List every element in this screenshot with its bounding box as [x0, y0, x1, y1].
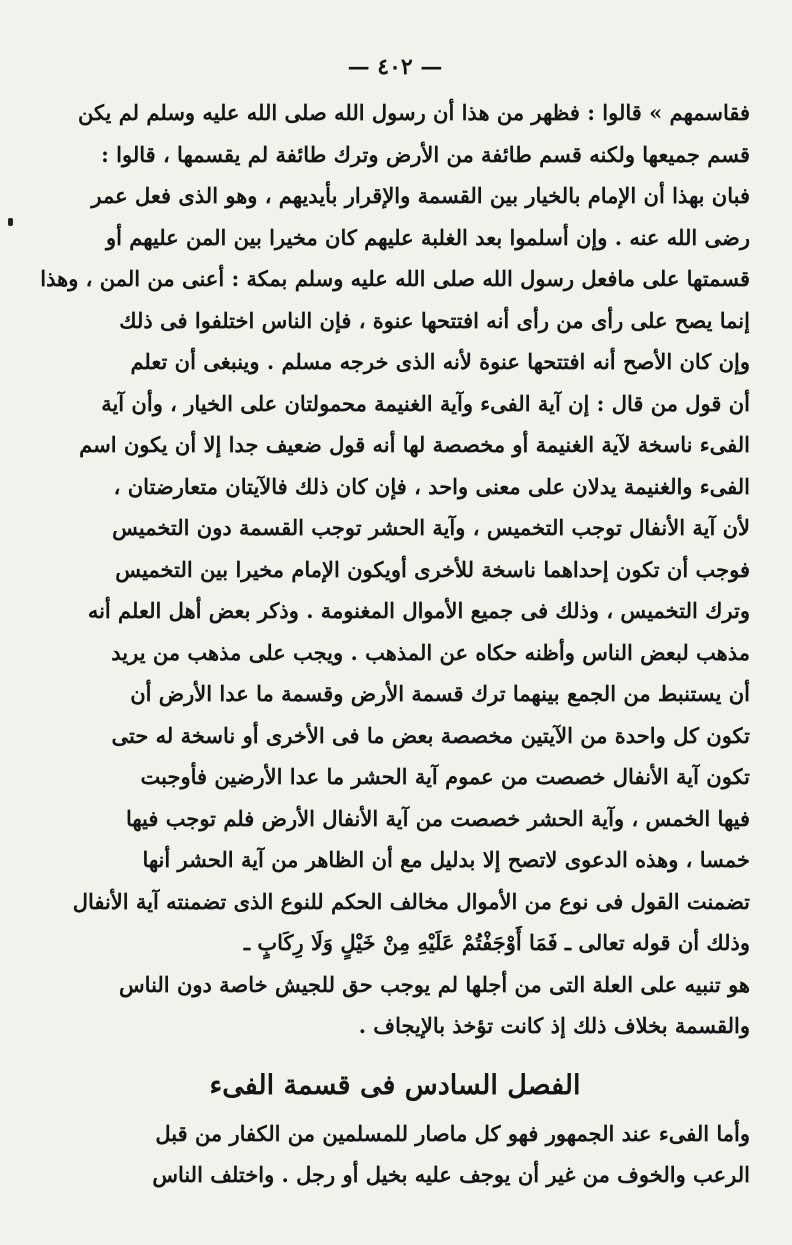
text-line: قسمتها على مافعل رسول الله صلى الله عليه وسلم بمكة : أعنى من المن ، وهذا	[40, 266, 750, 291]
margin-ink-mark	[8, 218, 13, 226]
section-text	[40, 1113, 750, 1196]
text-line: قسم جميعها ولكنه قسم طائفة من الأرض وترك طائفة لم يقسمها ، قالوا :	[101, 141, 750, 167]
text-line: مذهب لبعض الناس وأظنه حكاه عن المذهب . ويجب على مذهب من يريد	[111, 639, 750, 665]
text-line: أن يستنبط من الجمع بينهما ترك قسمة الأرض وقسمة ما عدا الأرض أن	[130, 681, 750, 706]
body-text	[40, 92, 750, 1047]
text-line: تكون كل واحدة من الآيتين مخصصة بعض ما فى الأخرى أو ناسخة له حتى	[111, 722, 750, 748]
text-line: أن قول من قال : إن آية الفىء وآية الغنيمة محمولتان على الخيار ، وأن آية	[101, 390, 750, 416]
text-line: تكون آية الأنفال خصصت من عموم آية الحشر ما عدا الأرضين فأوجبت	[140, 764, 750, 789]
section-heading: الفصل السادس فى قسمة الفىء	[209, 1069, 581, 1101]
text-line: الفىء والغنيمة يدلان على معنى واحد ، فإن كان ذلك فالآيتان متعارضتان ،	[113, 473, 750, 499]
text-line: تضمنت القول فى نوع من الأموال مخالف الحكم للنوع الذى تضمنته آية الأنفال	[72, 888, 750, 914]
text-line: وأما الفىء عند الجمهور فهو كل ماصار للمسلمين من الكفار من قبل	[155, 1120, 750, 1146]
text-line: إنما يصح على رأى من رأى أنه افتتحها عنوة ، فإن الناس اختلفوا فى ذلك	[119, 307, 750, 333]
text-line: هو تنبيه على العلة التى من أجلها لم يوجب حق للجيش خاصة دون الناس	[119, 971, 750, 997]
text-line: لأن آية الأنفال توجب التخميس ، وآية الحشر توجب القسمة دون التخميس	[112, 515, 750, 540]
text-line: وترك التخميس ، وذلك فى جميع الأموال المغنومة . وذكر بعض أهل العلم أنه	[87, 598, 750, 623]
text-line: فبان بهذا أن الإمام بالخيار بين القسمة والإقرار بأيديهم ، وهو الذى فعل عمر	[91, 183, 750, 208]
text-line: فوجب أن تكون إحداهما ناسخة للأخرى أويكون الإمام مخيرا بين التخميس	[115, 556, 750, 582]
text-line: فقاسمهم » قالوا : فظهر من هذا أن رسول الله صلى الله عليه وسلم لم يكن	[77, 100, 750, 125]
text-line: الرعب والخوف من غير أن يوجف عليه بخيل أو رجل . واختلف الناس	[152, 1162, 750, 1187]
text-line: رضى الله عنه . وإن أسلموا بعد الغلبة عليهم كان مخيرا بين المن عليهم أو	[105, 224, 750, 250]
text-line: خمسا ، وهذه الدعوى لاتصح إلا بدليل مع أن الظاهر من آية الحشر أنها	[142, 847, 750, 872]
quran-verse-line: وذلك أن قوله تعالى ـ فَمَا أَوْجَفْتُمْ عَلَيْهِ مِنْ خَيْلٍ وَلَا رِكَابٍ ـ	[243, 930, 750, 955]
text-line: الفىء ناسخة لآية الغنيمة أو مخصصة لها أنه قول ضعيف جدا إلا أن يكون اسم	[79, 432, 750, 457]
text-line: وإن كان الأصح أنه افتتحها عنوة لأنه الذى خرجه مسلم . وينبغى أن تعلم	[130, 349, 750, 374]
text-line: فيها الخمس ، وآية الحشر خصصت من آية الأنفال الأرض فلم توجب فيها	[125, 805, 750, 831]
page-number: — ٤٠٢ —	[347, 54, 443, 80]
text-line: والقسمة بخلاف ذلك إذ كانت تؤخذ بالإيجاف .	[358, 1013, 750, 1038]
